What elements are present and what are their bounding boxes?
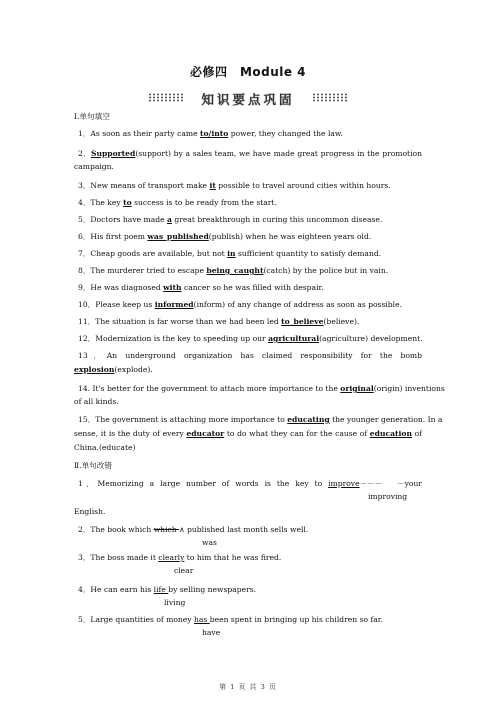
- item-text: (origin) inventions: [373, 384, 445, 393]
- item-text: great breakthrough in curing this uncommon disease.: [171, 215, 383, 224]
- exercise-item: [78, 384, 445, 394]
- item-text: possible to travel around cities within hours.: [215, 181, 391, 190]
- answer: with: [163, 283, 182, 292]
- item-text: 6．His first poem: [78, 232, 148, 241]
- exercise-item: [74, 429, 422, 439]
- exercise-item: [78, 149, 422, 159]
- exercise-item: [78, 249, 381, 259]
- section-banner: [148, 90, 348, 107]
- item-text: 8．The murderer tried to escape: [78, 266, 207, 275]
- page-footer: 第 1 页 共 3 页: [219, 683, 277, 691]
- item-text: (agriculture) development.: [319, 334, 423, 343]
- item-text: 4．The key: [78, 198, 124, 207]
- exercise-item: [78, 215, 382, 225]
- item-text: by selling newspapers.: [168, 585, 257, 594]
- banner-text: 知识要点巩固: [201, 92, 295, 107]
- item-text: (catch) by the police but in vain.: [263, 266, 389, 275]
- item-text: 10．Please keep us: [78, 300, 155, 309]
- answer: a: [167, 215, 172, 224]
- answer: educating: [287, 415, 330, 424]
- page-title: 必修四 Module 4: [189, 65, 307, 79]
- exercise-item: [78, 198, 277, 208]
- item-text: your: [404, 479, 422, 488]
- answer: informed: [154, 300, 194, 309]
- exercise-item: [78, 283, 324, 293]
- item-continuation: campaign.: [74, 162, 114, 171]
- correction: have: [202, 628, 221, 637]
- correction: living: [164, 598, 186, 607]
- answer: Supported: [90, 149, 136, 158]
- correction-item: [78, 585, 256, 595]
- item-text: 9．He was diagnosed: [78, 283, 164, 292]
- correction-item: [78, 615, 383, 625]
- item-text: sense, it is the duty of every: [74, 429, 187, 438]
- error-word: improve: [328, 479, 360, 488]
- item-text: (believe).: [323, 317, 360, 326]
- exercise-item: [78, 415, 443, 425]
- item-text: 12．Modernization is the key to speeding up our: [78, 334, 269, 343]
- error-word: life: [153, 585, 169, 594]
- answer: it: [209, 181, 216, 190]
- answer: being_caught: [206, 266, 264, 275]
- correction: was: [202, 538, 217, 547]
- error-word: has: [194, 615, 210, 624]
- error-word: which: [153, 525, 180, 534]
- item-text: 14. It's better for the government to attach more importance to the: [78, 384, 341, 393]
- banner-dots-right: [312, 93, 348, 102]
- answer: agricultural: [268, 334, 320, 343]
- item-text: 3．New means of transport make: [78, 181, 210, 190]
- item-text: (explode).: [114, 365, 153, 374]
- correction: clear: [174, 566, 194, 575]
- item-text: cancer so he was filled with despair.: [181, 283, 324, 292]
- exercise-item: [78, 266, 388, 276]
- section2-heading: Ⅱ.单句改错: [74, 461, 112, 470]
- item-text: (inform) of any change of address as soon as possible.: [193, 300, 402, 309]
- item-text: of: [411, 429, 422, 438]
- item-text: success is to be ready from the start.: [131, 198, 277, 207]
- correction: improving: [368, 492, 408, 501]
- answer: educator: [186, 429, 225, 438]
- error-word: clearly: [158, 553, 185, 562]
- correction-item: [78, 525, 308, 535]
- item-text: 5．Doctors have made: [78, 215, 168, 224]
- answer: to/into: [199, 129, 229, 138]
- item-text: ∧ published last month sells well.: [179, 525, 309, 534]
- item-text: (publish) when he was eighteen years old.: [208, 232, 372, 241]
- item-text: to him that he was fired.: [184, 553, 282, 562]
- section1-heading: Ⅰ.单句填空: [74, 112, 110, 121]
- item-text: 2．: [78, 149, 91, 158]
- item-text: sufficient quantity to satisfy demand.: [235, 249, 382, 258]
- item-text: 1．As soon as their party came: [78, 129, 200, 138]
- item-text: power, they changed the law.: [228, 129, 343, 138]
- item-text: 2．The book which: [78, 525, 154, 534]
- exercise-item: 13．An underground organization has claimed responsibility for the bomb: [78, 351, 422, 360]
- exercise-item: [78, 181, 391, 191]
- item-text: 5．Large quantities of money: [78, 615, 194, 624]
- correction-item: [78, 479, 422, 489]
- answer: to: [123, 198, 132, 207]
- item-continuation: China.(educate): [74, 443, 136, 452]
- answer: to_believe: [281, 317, 324, 326]
- item-text: to do what they can for the cause of: [224, 429, 370, 438]
- answer: explosion: [74, 365, 115, 374]
- banner-dots-left: [148, 93, 184, 102]
- exercise-item: [78, 334, 423, 344]
- item-text: been spent in bringing up his children so far.: [209, 615, 384, 624]
- item-text: 7．Cheap goods are available, but not: [78, 249, 228, 258]
- answer: was_published: [147, 232, 209, 241]
- exercise-item: [78, 129, 343, 139]
- item-text: the younger generation. In a: [329, 415, 443, 424]
- exercise-item: [78, 317, 359, 327]
- item-continuation: of all kinds.: [74, 397, 119, 406]
- correction-item: [78, 553, 281, 563]
- item-text: 4．He can earn his: [78, 585, 154, 594]
- item-continuation: English.: [74, 507, 106, 516]
- item-continuation: [74, 365, 153, 375]
- item-text: 11．The situation is far worse than we had been led: [78, 317, 282, 326]
- answer: in: [227, 249, 236, 258]
- item-text: 3．The boss made it: [78, 553, 159, 562]
- answer: original: [340, 384, 374, 393]
- exercise-item: [78, 232, 371, 242]
- item-text: 15．The government is attaching more importance to: [78, 415, 288, 424]
- exercise-item: [78, 300, 402, 310]
- answer: education: [369, 429, 412, 438]
- item-text: 1．Memorizing a large number of words is the key to: [78, 479, 329, 488]
- item-text: (support) by a sales team, we have made great progress in the promotion: [135, 149, 422, 158]
- correction-mark: －－－ －: [359, 479, 405, 488]
